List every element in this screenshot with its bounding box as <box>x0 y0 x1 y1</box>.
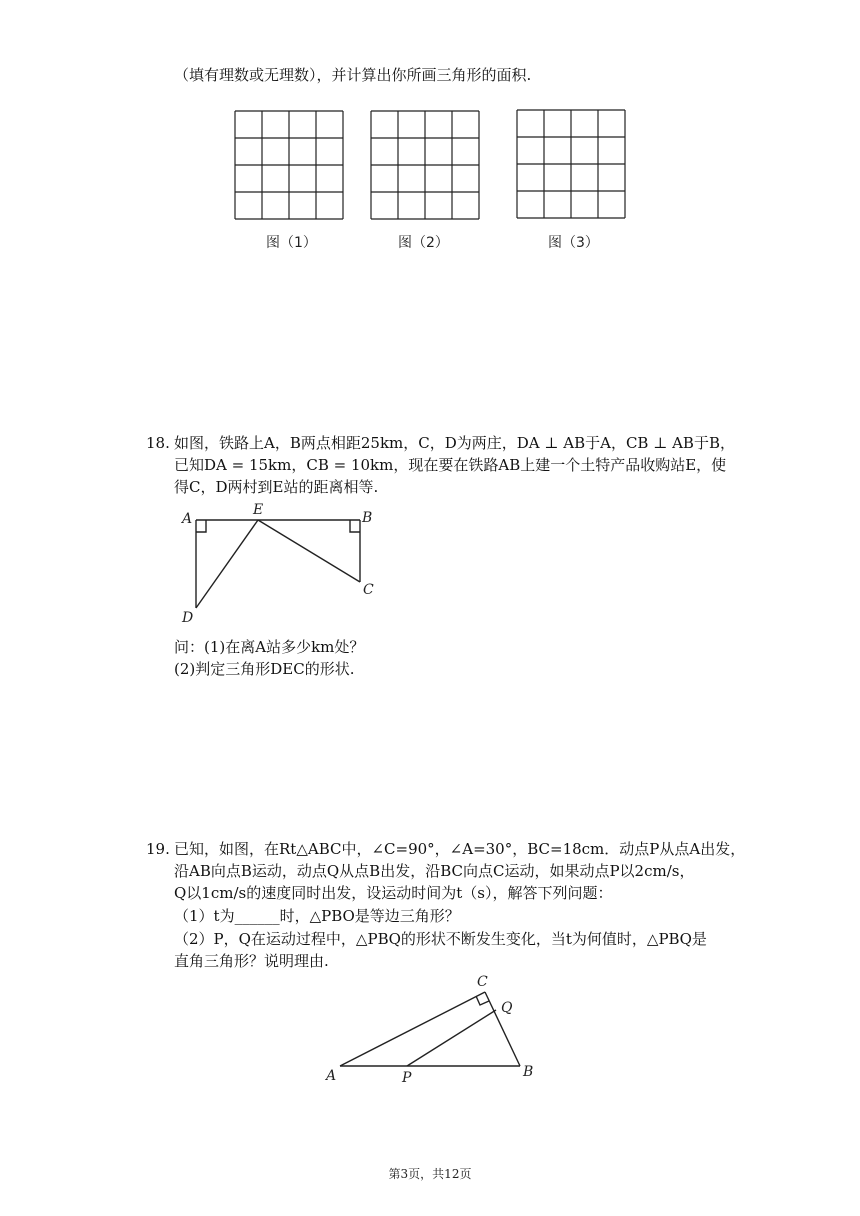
q19-line-4: （1）t为______时，△PBO是等边三角形？ <box>174 907 460 925</box>
q18-segment-de <box>196 520 258 608</box>
q18-line-3: 得C，D两村到E站的距离相等. <box>174 478 379 496</box>
q19-segment-ac <box>340 992 485 1066</box>
q18-segment-ec <box>258 520 360 582</box>
q18-line-2: 已知DA = 15km，CB = 10km，现在要在铁路AB上建一个土特产品收购站E，使 <box>174 456 727 474</box>
q18-line-1: 如图，铁路上A，B两点相距25km，C，D为两庄，DA ⊥ AB于A，CB ⊥ AB于B， <box>174 434 735 452</box>
grid-figures <box>0 0 860 260</box>
q18-question-2: (2)判定三角形DEC的形状. <box>174 660 355 678</box>
grid-caption-3: 图（3） <box>548 235 599 251</box>
grid-caption-1: 图（1） <box>266 235 317 251</box>
q19-number: 19. <box>146 840 170 858</box>
q18-label-d: D <box>182 610 194 626</box>
q18-number: 18. <box>146 434 170 452</box>
q18-right-angle-a <box>196 520 206 532</box>
q19-line-2: 沿AB向点B运动，动点Q从点B出发，沿BC向点C运动，如果动点P以2cm/s， <box>174 862 695 880</box>
q19-label-a: A <box>326 1068 337 1084</box>
page-footer: 第3页，共12页 <box>388 1167 472 1181</box>
intro-line: （填有理数或无理数），并计算出你所画三角形的面积. <box>174 66 532 84</box>
grid-2 <box>371 111 479 219</box>
q19-line-5: （2）P，Q在运动过程中，△PBQ的形状不断发生变化，当t为何值时，△PBQ是 <box>174 930 707 948</box>
q19-line-3: Q以1cm/s的速度同时出发，设运动时间为t（s），解答下列问题： <box>174 884 613 902</box>
grid-caption-2: 图（2） <box>398 235 449 251</box>
q18-figure <box>170 496 390 632</box>
q19-label-c: C <box>477 974 488 990</box>
q18-label-b: B <box>362 510 373 526</box>
q19-label-p: P <box>402 1070 412 1086</box>
q19-label-q: Q <box>501 1000 513 1016</box>
q19-line-6: 直角三角形？说明理由. <box>174 952 329 970</box>
grid-3 <box>517 110 625 218</box>
grid-1 <box>235 111 343 219</box>
q19-label-b: B <box>523 1064 534 1080</box>
q18-question-1: 问：(1)在离A站多少km处？ <box>174 638 365 656</box>
q18-label-a: A <box>182 511 193 527</box>
q19-line-1: 已知，如图，在Rt△ABC中，∠C=90°，∠A=30°，BC=18cm．动点P从点A出发， <box>174 840 746 858</box>
q19-segment-pq <box>407 1010 496 1066</box>
q18-right-angle-b <box>350 520 360 532</box>
q18-label-e: E <box>253 502 264 518</box>
q19-figure <box>320 968 550 1088</box>
q18-label-c: C <box>363 582 374 598</box>
